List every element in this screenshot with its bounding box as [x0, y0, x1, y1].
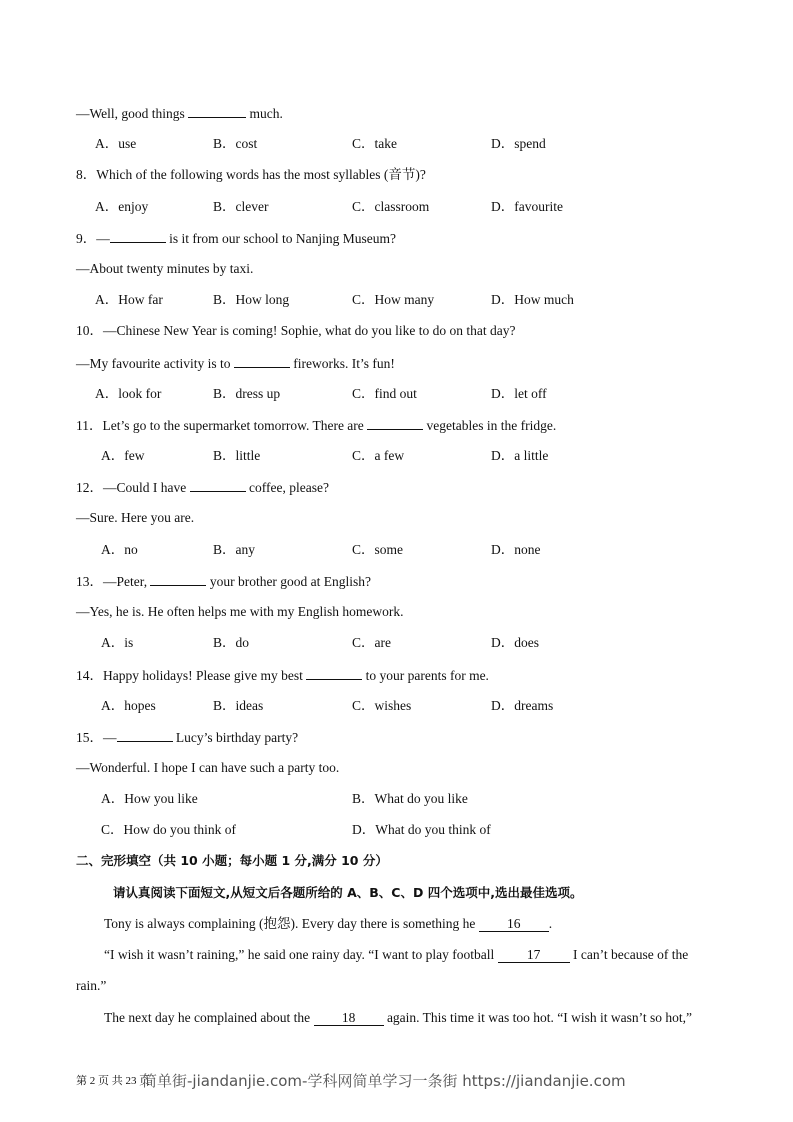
q14-option-c: C．wishes: [352, 698, 412, 713]
q15-option-a: A．How you like: [101, 791, 198, 806]
q7-option-a: A．use: [95, 136, 137, 151]
q7-option-b: B．cost: [213, 136, 258, 151]
watermark: 简单街-jiandanjie.com-学科网简单学习一条街 https://jiandanjie.com: [142, 1072, 626, 1090]
q15-stem: 15．— Lucy’s birthday party?: [76, 730, 299, 745]
q7-option-c: C．take: [352, 136, 397, 151]
cloze-paragraph-2-continued: rain.”: [76, 978, 107, 993]
cloze-paragraph-1: Tony is always complaining (抱怨). Every day there is something he 16 .: [104, 916, 553, 931]
q10-reply: —My favourite activity is to fireworks. It’s fun!: [76, 356, 395, 371]
q8-option-a: A．enjoy: [95, 199, 149, 214]
q9-stem: 9．— is it from our school to Nanjing Museum?: [76, 231, 396, 246]
q10-option-b: B．dress up: [213, 386, 281, 401]
q10-stem: 10．—Chinese New Year is coming! Sophie, what do you like to do on that day?: [76, 323, 516, 338]
q13-option-c: C．are: [352, 635, 391, 650]
q9-option-a: A．How far: [95, 292, 163, 307]
q7-answer-line: —Well, good things much.: [76, 106, 283, 121]
cloze-paragraph-3: The next day he complained about the 18 again. This time it was too hot. “I wish it wasn’t so hot,”: [104, 1010, 693, 1025]
page-number: 第 2 页 共 23 页: [76, 1075, 151, 1087]
q7-option-d: D．spend: [491, 136, 546, 151]
q15-reply: —Wonderful. I hope I can have such a party too.: [76, 760, 340, 775]
q10-option-c: C．find out: [352, 386, 417, 401]
q13-reply: —Yes, he is. He often helps me with my English homework.: [76, 604, 404, 619]
q9-option-c: C．How many: [352, 292, 435, 307]
q13-option-a: A．is: [101, 635, 134, 650]
q12-option-b: B．any: [213, 542, 255, 557]
q15-option-c: C．How do you think of: [101, 822, 236, 837]
q14-option-d: D．dreams: [491, 698, 554, 713]
q11-option-b: B．little: [213, 448, 261, 463]
q9-option-b: B．How long: [213, 292, 290, 307]
q12-option-d: D．none: [491, 542, 541, 557]
q11-option-c: C．a few: [352, 448, 405, 463]
q10-option-a: A．look for: [95, 386, 162, 401]
q13-option-d: D．does: [491, 635, 539, 650]
q12-option-a: A．no: [101, 542, 138, 557]
q14-option-b: B．ideas: [213, 698, 264, 713]
q11-stem: 11．Let’s go to the supermarket tomorrow. There are vegetables in the fridge.: [76, 418, 557, 433]
cloze-blank-18: 18: [314, 1011, 384, 1026]
q10-option-d: D．let off: [491, 386, 547, 401]
q11-option-d: D．a little: [491, 448, 549, 463]
q13-stem: 13．—Peter, your brother good at English?: [76, 574, 372, 589]
section-heading: 二、完形填空（共 10 小题；每小题 1 分,满分 10 分）: [76, 853, 388, 868]
answer-blank: [188, 105, 246, 118]
q9-reply: —About twenty minutes by taxi.: [76, 261, 254, 276]
q9-option-d: D．How much: [491, 292, 574, 307]
answer-blank: [306, 667, 362, 680]
q12-option-c: C．some: [352, 542, 404, 557]
cloze-blank-17: 17: [498, 948, 570, 963]
section-instruction: 请认真阅读下面短文,从短文后各题所给的 A、B、C、D 四个选项中,选出最佳选项。: [113, 885, 583, 900]
answer-blank: [150, 573, 206, 586]
q8-stem: 8．Which of the following words has the most syllables (音节)?: [76, 167, 426, 182]
q8-option-c: C．classroom: [352, 199, 430, 214]
q14-option-a: A．hopes: [101, 698, 156, 713]
answer-blank: [110, 230, 166, 243]
q13-option-b: B．do: [213, 635, 250, 650]
answer-blank: [234, 355, 290, 368]
cloze-blank-16: 16: [479, 917, 549, 932]
q14-stem: 14．Happy holidays! Please give my best to your parents for me.: [76, 668, 489, 683]
cloze-paragraph-2: “I wish it wasn’t raining,” he said one rainy day. “I want to play football 17 I can’t because of the: [104, 947, 689, 962]
answer-blank: [117, 729, 173, 742]
q8-option-d: D．favourite: [491, 199, 563, 214]
q12-reply: —Sure. Here you are.: [76, 510, 195, 525]
q11-option-a: A．few: [101, 448, 145, 463]
answer-blank: [190, 479, 246, 492]
q15-option-b: B．What do you like: [352, 791, 468, 806]
answer-blank: [367, 417, 423, 430]
q8-option-b: B．clever: [213, 199, 269, 214]
q12-stem: 12．—Could I have coffee, please?: [76, 480, 329, 495]
q15-option-d: D．What do you think of: [352, 822, 491, 837]
